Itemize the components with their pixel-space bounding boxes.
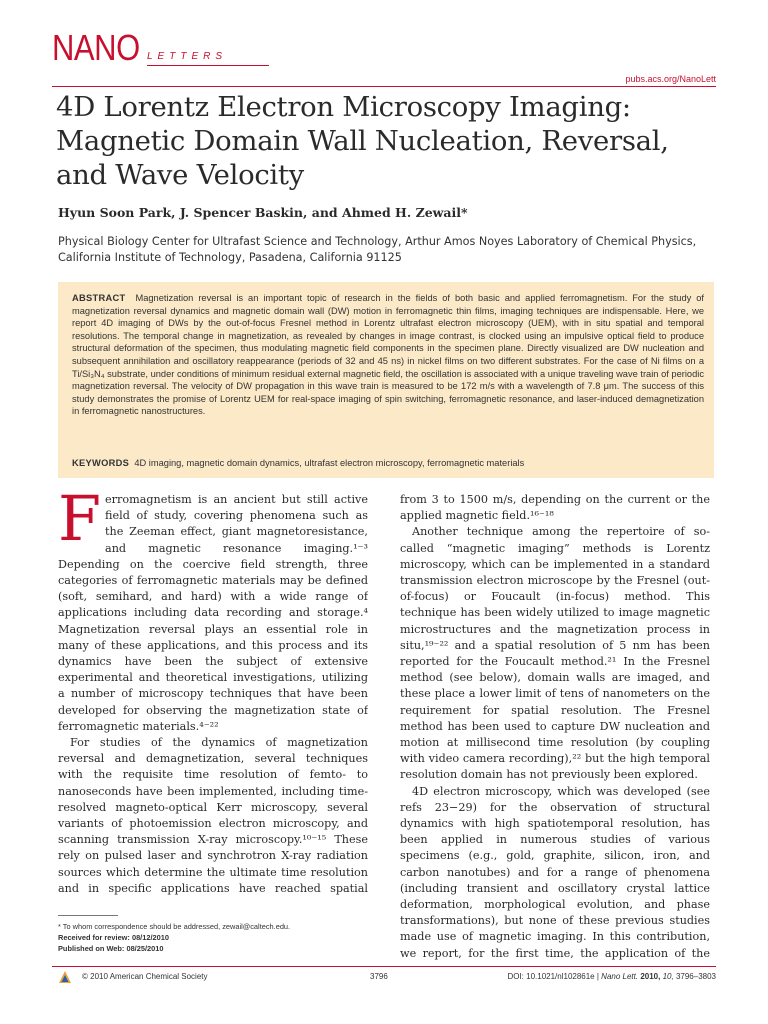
keywords-label: KEYWORDS	[72, 458, 130, 468]
abstract	[72, 292, 704, 418]
article-title: 4D Lorentz Electron Microscopy Imaging: Magnetic Domain Wall Nucleation, Reversal, and Wave Velocity	[56, 91, 669, 191]
footnotes	[58, 921, 368, 954]
logo-nano-text: NANO	[52, 27, 140, 68]
abstract-label: ABSTRACT	[72, 293, 126, 303]
doi-citation: DOI: 10.1021/nl102861e | Nano Lett. 2010, 10, 3796–3803	[507, 972, 716, 981]
abstract-text: Magnetization reversal is an important topic of research in the fields of both basic and applied ferromagnetism. For the study of magnetization reversal dynamics and magnetic domain wall (DW) motion in ferromagnetic thin films, imaging techniques are indispensable. Here, we report 4D imaging of DWs by the out-of-focus Fresnel method in Lorentz ultrafast electron microscopy (UEM), with in situ spatial and temporal resolutions. The temporal change in magnetization, as revealed by changes in image contrast, is clocked using an impulsive optical field to produce structural deformation of the specimen, thus modulating magnetic field components in the specimen plane. Directly visualized are DW nucleation and subsequent annihilation and oscillatory reappearance (periods of 32 and 45 ns) in nickel films on two different substrates. For the case of Ni films on a Ti/Si₃N₄ substrate, under conditions of minimum residual external magnetic field, the oscillation is associated with a unique traveling wave train of periodic magnetization reversal. The velocity of DW propagation in this wave train is measured to be 172 m/s with a wavelength of 7.8 μm. The success of this study demonstrates the promise of Lorentz UEM for real-space imaging of spin switching, ferromagnetic resonance, and laser-induced demagnetization in ferromagnetic nanostructures.	[72, 293, 704, 417]
keywords-text: 4D imaging, magnetic domain dynamics, ultrafast electron microscopy, ferromagnetic materials	[134, 458, 525, 468]
copyright-text: © 2010 American Chemical Society	[82, 972, 208, 981]
abstract-box	[58, 282, 714, 478]
body-column-right	[400, 492, 710, 962]
published-date: 08/25/2010	[126, 944, 164, 953]
body-paragraph	[58, 492, 368, 735]
journal-abbrev: Nano Lett.	[601, 972, 639, 981]
logo-underline	[147, 65, 269, 66]
published-label: Published on Web:	[58, 944, 125, 953]
drop-cap: F	[58, 492, 102, 555]
body-paragraph-text: erromagnetism is an ancient but still active field of study, covering phenomena such as the Zeeman effect, giant magnetoresistance, and magnetic resonance imaging.¹⁻³ Depending on the coercive field strength, three categories of ferromagnetic materials may be defined (soft, semihard, and hard) with a wide range of applications including data recording and storage.⁴ Magnetization reversal plays an essential role in many of these applications, and this process and its dynamics have been the subject of extensive experimental and theoretical investigations, utilizing a number of microscopy techniques that have been developed for observing the magnetization state of ferromagnetic materials.⁴⁻²²	[58, 493, 368, 733]
published-date-line	[58, 943, 368, 954]
footer-divider	[52, 966, 716, 967]
received-label: Received for review:	[58, 933, 130, 942]
author-list: Hyun Soon Park, J. Spencer Baskin, and Ahmed H. Zewail*	[58, 205, 468, 220]
body-paragraph: 4D electron microscopy, which was developed (see refs 23−29) for the observation of structural dynamics with high spatiotemporal resolution, has been applied in numerous studies of various specimens (e.g., gold, graphite, silicon, iron, and carbon nanotubes) and for a range of phenomena (including transient and oscillatory crystal lattice deformation, morphological evolution, and phase transformations), but none of these previous studies made use of magnetic imaging. In this contribution, we report, for the first time, the application of the	[400, 784, 710, 960]
keywords	[72, 458, 524, 468]
header-divider	[52, 86, 716, 87]
body-paragraph: from 3 to 1500 m/s, depending on the current or the applied magnetic field.¹⁶⁻¹⁸	[400, 493, 710, 523]
footnote-divider	[58, 915, 118, 916]
journal-url-link[interactable]: pubs.acs.org/NanoLett	[625, 74, 716, 84]
body-column-left	[58, 492, 368, 897]
doi-text[interactable]: DOI: 10.1021/nl102861e	[507, 972, 595, 981]
page-footer	[52, 970, 716, 986]
logo-letters-text: LETTERS	[147, 51, 228, 62]
author-affiliation: Physical Biology Center for Ultrafast Science and Technology, Arthur Amos Noyes Laboratory of Chemical Physics, California Institute of Technology, Pasadena, California 91125	[58, 235, 697, 264]
body-paragraph: For studies of the dynamics of magnetization reversal and demagnetization, several techniques with the requisite time resolution of femto- to nanoseconds have been implemented, including time-resolved magneto-optical Kerr microscopy, several variants of photoemission electron microscopy, and scanning transmission X-ray microscopy.¹⁰⁻¹⁵ These rely on pulsed laser and synchrotron X-ray radiation sources which determine the ultimate time resolution and in specific applications have reached spatial	[58, 736, 368, 895]
citation-volume: 10,	[662, 972, 674, 981]
page-number: 3796	[370, 972, 388, 981]
correspondence-note: * To whom correspondence should be addressed, zewail@caltech.edu.	[58, 922, 291, 931]
received-date: 08/12/2010	[131, 933, 169, 942]
citation-year: 2010,	[640, 972, 661, 981]
acs-logo-icon	[58, 970, 72, 984]
body-paragraph: Another technique among the repertoire of so-called “magnetic imaging” methods is Lorentz microscopy, which can be implemented in a standard transmission electron microscope by the Fresnel (out-of-focus) or Foucault (in-focus) method. This technique has been widely utilized to image magnetic microstructures and the magnetization process in situ,¹⁹⁻²² and a spatial resolution of 5 nm has been reported for the Foucault method.²¹ In the Fresnel method (see below), domain walls are imaged, and these place a lower limit of tens of nanometers on the requirement for spatial resolution. The Fresnel method has been used to capture DW nucleation and motion at millisecond time resolution (by coupling with video camera recording),²² but the high temporal resolution domain has not previously been explored.	[400, 525, 710, 782]
journal-logo	[52, 28, 252, 68]
citation-pages: 3796–3803	[675, 972, 716, 981]
received-date-line	[58, 932, 368, 943]
